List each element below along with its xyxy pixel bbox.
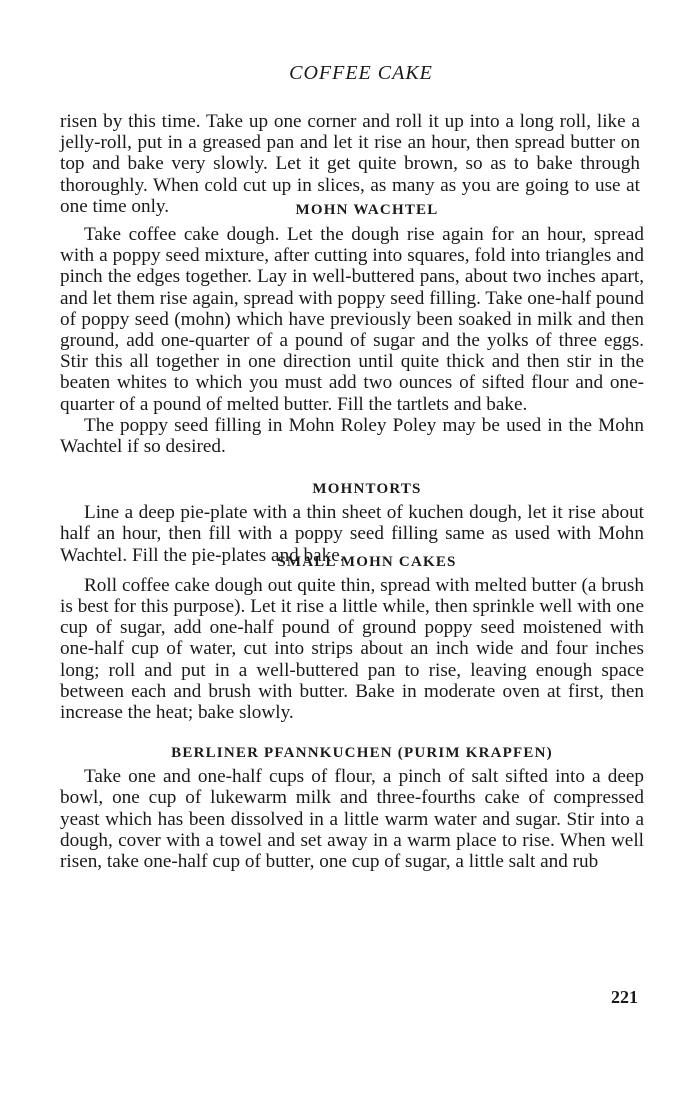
small-mohn-cakes-paragraph: Roll coffee cake dough out quite thin, spread with melted butter (a brush is best for this purpose). Let it rise a little while, then sprinkle well with one cup of sugar, add one-half pound of ground poppy seed moistened with one-half cup of water, cut into strips about an inch wide and four inches long; roll and put in a well-buttered pan to rise, leaving enough space between each and brush with butter. Bake in moderate oven at first, then increase the heat; bake slowly. [60,574,644,724]
heading-small-mohn-cakes: SMALL MOHN CAKES [277,553,457,570]
continuation-paragraph: risen by this time. Take up one corner and roll it up into a long roll, like a jelly-roll, put in a greased pan and let it rise an hour, then spread butter on top and bake very slowly. Let it get quite brown, so as to bake through thoroughly. When cold cut up in slices, as many as you are going to use at one time only. [60,111,640,217]
book-page [60,62,644,872]
berliner-paragraph: Take one and one-half cups of flour, a pinch of salt sifted into a deep bowl, one cup of lukewarm milk and three-fourths cake of compressed yeast which has been dissolved in a little warm water and sugar. Stir into a dough, cover with a towel and set away in a warm place to rise. When well risen, take one-half cup of butter, one cup of sugar, a little salt and rub [60,766,644,873]
heading-mohn-wachtel: MOHN WACHTEL [295,202,439,219]
heading-berliner-pfannkuchen: BERLINER PFANNKUCHEN (PURIM KRAPFEN) [171,745,553,762]
mohn-wachtel-paragraph-2: The poppy seed filling in Mohn Roley Poley may be used in the Mohn Wachtel if so desired. [60,414,644,458]
mohn-wachtel-paragraph-1: Take coffee cake dough. Let the dough rise again for an hour, spread with a poppy seed mixture, after cutting into squares, fold into triangles and pinch the edges together. Lay in well-buttered pans, about two inches apart, and let them rise again, spread with poppy seed filling. Take one-half pound of poppy seed (mohn) which have previously been soaked in milk and then ground, add one-quarter of a pound of sugar and the yolks of three eggs. Stir this all together in one direction until quite thick and then stir in the beaten whites to which you must add two ounces of sifted flour and one-quarter of a pound of melted butter. Fill the tartlets and bake. [60,224,644,415]
heading-mohntorts: MOHNTORTS [312,481,422,498]
page-number: 221 [611,987,638,1007]
running-head: COFFEE CAKE [289,62,433,84]
mohntorts-paragraph: Line a deep pie-plate with a thin sheet of kuchen dough, let it rise about half an hour, then fill with a poppy seed filling same as used with Mohn Wachtel. Fill the pie-plates and bake. [60,502,644,566]
